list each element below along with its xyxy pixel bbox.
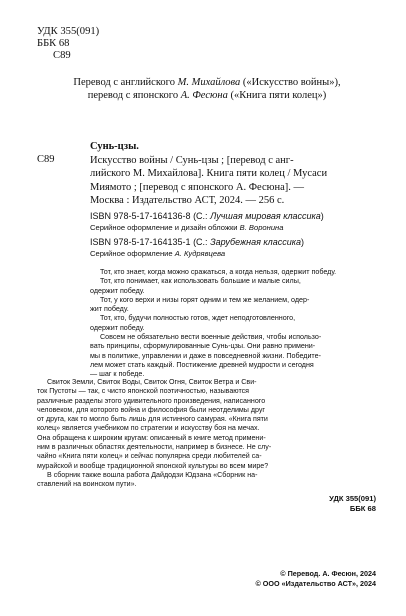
body-line: мурайской и вообще традиционной японской культуры во всем мире?: [37, 461, 269, 470]
annotation-line: Тот, кто, будучи полностью готов, ждет неподготовленного,: [100, 314, 296, 323]
isbn-2: ISBN 978-5-17-164135-1 (С.:: [90, 237, 211, 247]
call-number: С89: [37, 154, 55, 165]
design-line-2: [90, 248, 304, 259]
isbn-line-1: [90, 211, 324, 222]
annotation-line: одержит победу.: [90, 323, 145, 332]
translator-1: М. Михайлова: [177, 77, 241, 88]
body-line: ставлений на воинском пути».: [37, 480, 137, 489]
credit-line-2: [37, 89, 377, 102]
credit-2-suffix: («Книга пяти колец»): [227, 90, 327, 101]
annotation-line: Тот, кто знает, когда можно сражаться, а когда нельзя, одержит победу.: [100, 268, 337, 276]
annotation-line: лем может стать каждый. Постижение древней мудрости и сегодня: [90, 360, 314, 369]
classification-bottom: [329, 494, 376, 514]
author-heading: Сунь-цзы.: [90, 141, 139, 152]
design-1-prefix: Серийное оформление и дизайн обложки: [90, 223, 240, 232]
design-line-1: [90, 222, 324, 233]
series-2: Зарубежная классика: [210, 237, 302, 247]
annotation-line: вать принципы, сформулированные Сунь-цзы. Они равно примени-: [90, 342, 316, 351]
bbk-code: ББК 68: [37, 37, 70, 49]
body-line: Свиток Земли, Свиток Воды, Свиток Огня, Свиток Ветра и Сви-: [47, 378, 257, 386]
description-line: лийского М. Михайлова]. Книга пяти колец / Мусаси: [90, 168, 328, 180]
annotation-line: жит победу.: [90, 305, 129, 314]
credit-2-prefix: перевод с японского: [87, 90, 181, 101]
body-line: от друга, как то могло быть лишь для истинного самурая. «Книга пяти: [37, 415, 268, 424]
translation-credits: [37, 76, 377, 102]
bibliographic-description: [90, 154, 375, 207]
design-2-prefix: Серийное оформление: [90, 249, 175, 258]
udk-code: УДК 355(091): [37, 26, 100, 37]
copyright-line-1: © Перевод. А. Фесюн, 2024: [280, 569, 376, 578]
body-line: Она обращена к широким кругам: описанный в книге метод примени-: [37, 433, 266, 442]
isbn-line-2: [90, 237, 304, 248]
isbn-1-end: ): [320, 211, 324, 221]
copyright-line-2: © ООО «Издательство АСТ», 2024: [255, 579, 376, 588]
annotation: [90, 268, 376, 380]
credit-1-suffix: («Искусство войны»),: [240, 77, 341, 88]
udk-code-bottom: УДК 355(091): [329, 494, 376, 503]
body-line: колец» является учебником по стратегии и искусству боя на мечах.: [37, 424, 260, 433]
classification-top: [37, 26, 99, 61]
body-line: ним в различных областях деятельности, например в бизнесе. Не слу-: [37, 443, 272, 452]
isbn-2-end: ): [301, 237, 305, 247]
body-line: В сборник также вошла работа Дайдодзи Юдзана «Сборник на-: [47, 470, 258, 479]
isbn-block-2: [90, 237, 304, 259]
author-mark: С89: [53, 49, 71, 61]
body-line: различные разделы этого удивительного произведения, написанного: [37, 396, 266, 405]
series-1: Лучшая мировая классика: [210, 211, 321, 221]
designer-1: В. Воронина: [239, 223, 284, 232]
translator-2: А. Фесюна: [180, 90, 228, 101]
description-line: Миямото ; [перевод с японского А. Фесюна]. —: [90, 181, 304, 193]
annotation-line: Совсем не обязательно вести военные действия, чтобы использо-: [100, 333, 322, 342]
description-line: Искусство войны / Сунь-цзы ; [перевод с анг-: [90, 155, 294, 166]
credit-1-prefix: Перевод с английского: [73, 77, 178, 88]
isbn-1: ISBN 978-5-17-164136-8 (С.:: [90, 211, 211, 221]
body-line: ток Пустоты — так, с чисто японской поэтичностью, называются: [37, 387, 250, 396]
bbk-code-bottom: ББК 68: [349, 504, 376, 513]
annotation-line: мы в политике, управлении и даже в повседневной жизни. Победите-: [90, 351, 321, 360]
designer-2: А. Кудрявцева: [174, 249, 226, 258]
description-line: Москва : Издательство АСТ, 2024. — 256 с.: [90, 194, 285, 206]
annotation-line: Тот, кто понимает, как использовать большие и малые силы,: [100, 277, 301, 286]
annotation-line: — шаг к победе.: [90, 370, 145, 379]
annotation-line: Тот, у кого верхи и низы горят одним и тем же желанием, одер-: [100, 295, 310, 304]
annotation-line: одержит победу.: [90, 286, 145, 295]
copyright-block: [256, 569, 376, 589]
body-line: человеком, для которого война и философия были неотделимы друг: [37, 405, 266, 414]
isbn-block-1: [90, 211, 324, 233]
credit-line-1: [37, 76, 377, 89]
body-line: чайно «Книга пяти колец» и сейчас популярна среди любителей са-: [37, 452, 262, 461]
book-description: [37, 378, 377, 490]
